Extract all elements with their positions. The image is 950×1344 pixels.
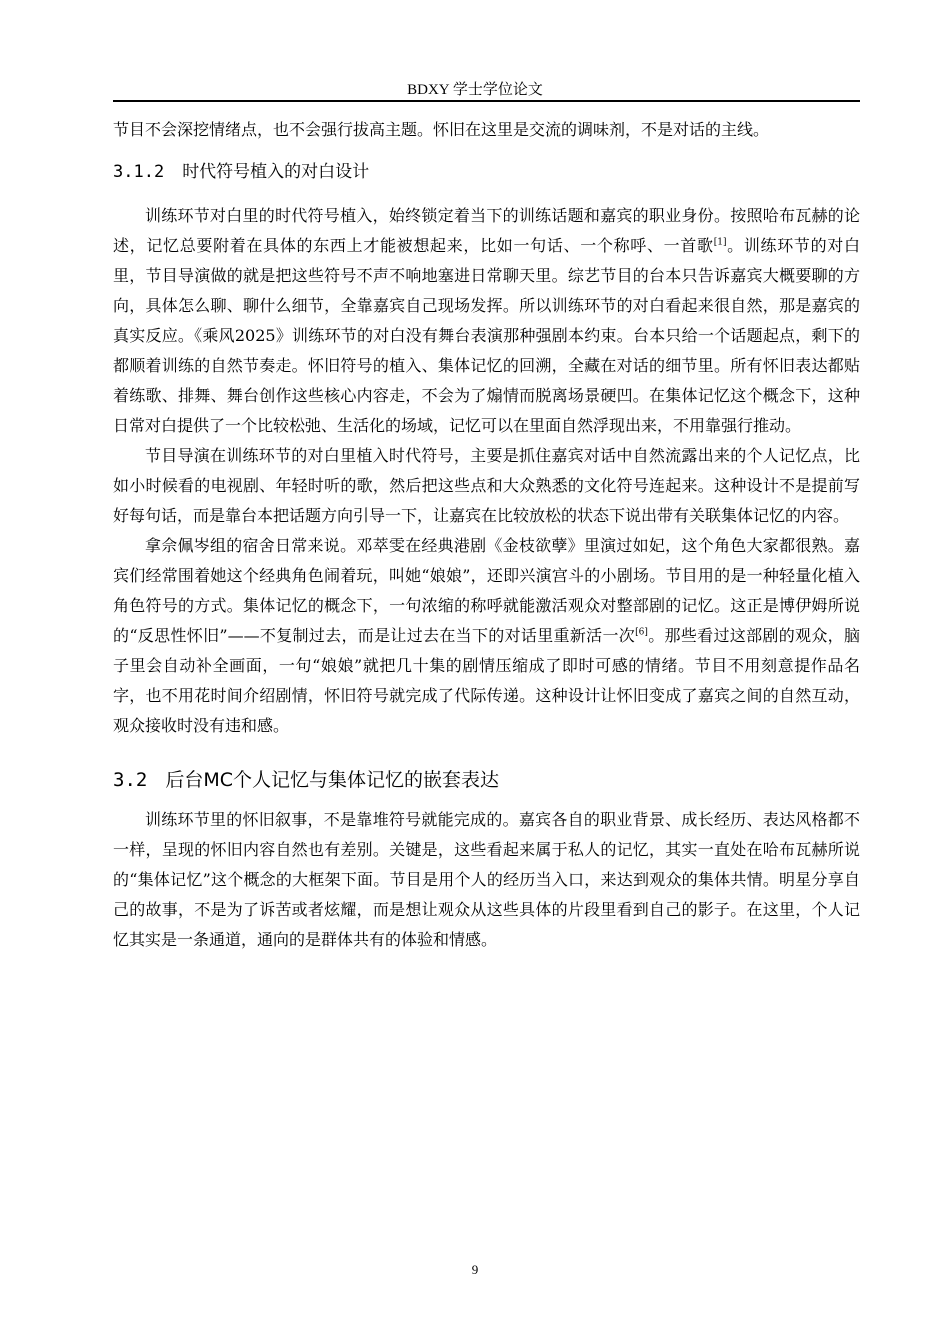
heading-3-2: [113, 765, 860, 795]
heading-3-1-2: [113, 157, 860, 187]
citation-1: [1]: [713, 237, 727, 248]
paragraph-3-text-b: 。那些看过这部剧的观众，脑子里会自动补全画面，一句“娘娘”就把几十集的剧情压缩成了即时可感的情绪。节目不用刻意提作品名字，也不用花时间介绍剧情，怀旧符号就完成了代际传递。这种设计让怀旧变成了嘉宾之间的自然互动，观众接收时没有违和感。: [113, 626, 860, 735]
section-number: 3.2: [113, 769, 148, 791]
paragraph-4: 训练环节里的怀旧叙事，不是靠堆符号就能完成的。嘉宾各自的职业背景、成长经历、表达风格都不一样，呈现的怀旧内容自然也有差别。关键是，这些看起来属于私人的记忆，其实一直处在哈布瓦赫所说的“集体记忆”这个概念的大框架下面。节目是用个人的经历当入口，来达到观众的集体共情。明星分享自己的故事，不是为了诉苦或者炫耀，而是想让观众从这些具体的片段里看到自己的影子。在这里，个人记忆其实是一条通道，通向的是群体共有的体验和情感。: [113, 810, 860, 949]
paragraph-1-text-b: 。训练环节的对白里，节目导演做的就是把这些符号不声不响地塞进日常聊天里。综艺节目的台本只告诉嘉宾大概要聊的方向，具体怎么聊、聊什么细节，全靠嘉宾自己现场发挥。所以训练环节的对白看起来很自然，那是嘉宾的真实反应。《乘风2025》训练环节的对白没有舞台表演那种强剧本约束。台本只给一个话题起点，剩下的都顺着训练的自然节奏走。怀旧符号的植入、集体记忆的回溯，全藏在对话的细节里。所有怀旧表达都贴着练歌、排舞、舞台创作这些核心内容走，不会为了煽情而脱离场景硬凹。在集体记忆这个概念下，这种日常对白提供了一个比较松弛、生活化的场域，记忆可以在里面自然浮现出来，不用靠强行推动。: [113, 236, 860, 435]
paragraph-3-text-a: 拿佘佩岑组的宿舍日常来说。邓萃雯在经典港剧《金枝欲孽》里演过如妃，这个角色大家都很熟。嘉宾们经常围着她这个经典角色闹着玩，叫她“娘娘”，还即兴演宫斗的小剧场。节目用的是一种轻量化植入角色符号的方式。集体记忆的概念下，一句浓缩的称呼就能激活观众对整部剧的记忆。这正是博伊姆所说的“反思性怀旧”——不复制过去，而是让过去在当下的对话里重新活一次: [113, 536, 860, 645]
paragraph-2: 节目导演在训练环节的对白里植入时代符号，主要是抓住嘉宾对话中自然流露出来的个人记忆点，比如小时候看的电视剧、年轻时听的歌，然后把这些点和大众熟悉的文化符号连起来。这种设计不是提前写好每句话，而是靠台本把话题方向引导一下，让嘉宾在比较放松的状态下说出带有关联集体记忆的内容。: [113, 446, 860, 525]
intro-paragraph: 节目不会深挖情绪点，也不会强行拔高主题。怀旧在这里是交流的调味剂，不是对话的主线。: [113, 120, 770, 139]
section-title: 时代符号植入的对白设计: [182, 162, 370, 182]
citation-6: [6]: [635, 627, 648, 638]
paragraph-3: [113, 531, 860, 741]
paragraph-1: [113, 201, 860, 441]
running-header: BDXY 学士学位论文: [407, 82, 543, 98]
page-body: [113, 115, 860, 955]
section-title: 后台MC个人记忆与集体记忆的嵌套表达: [165, 769, 499, 791]
section-number: 3.1.2: [113, 162, 165, 182]
page-number: 9: [471, 1262, 479, 1277]
paragraph-1-text-a: 训练环节对白里的时代符号植入，始终锁定着当下的训练话题和嘉宾的职业身份。按照哈布瓦赫的论述，记忆总要附着在具体的东西上才能被想起来，比如一句话、一个称呼、一首歌: [113, 206, 860, 255]
header-rule: [113, 100, 860, 102]
